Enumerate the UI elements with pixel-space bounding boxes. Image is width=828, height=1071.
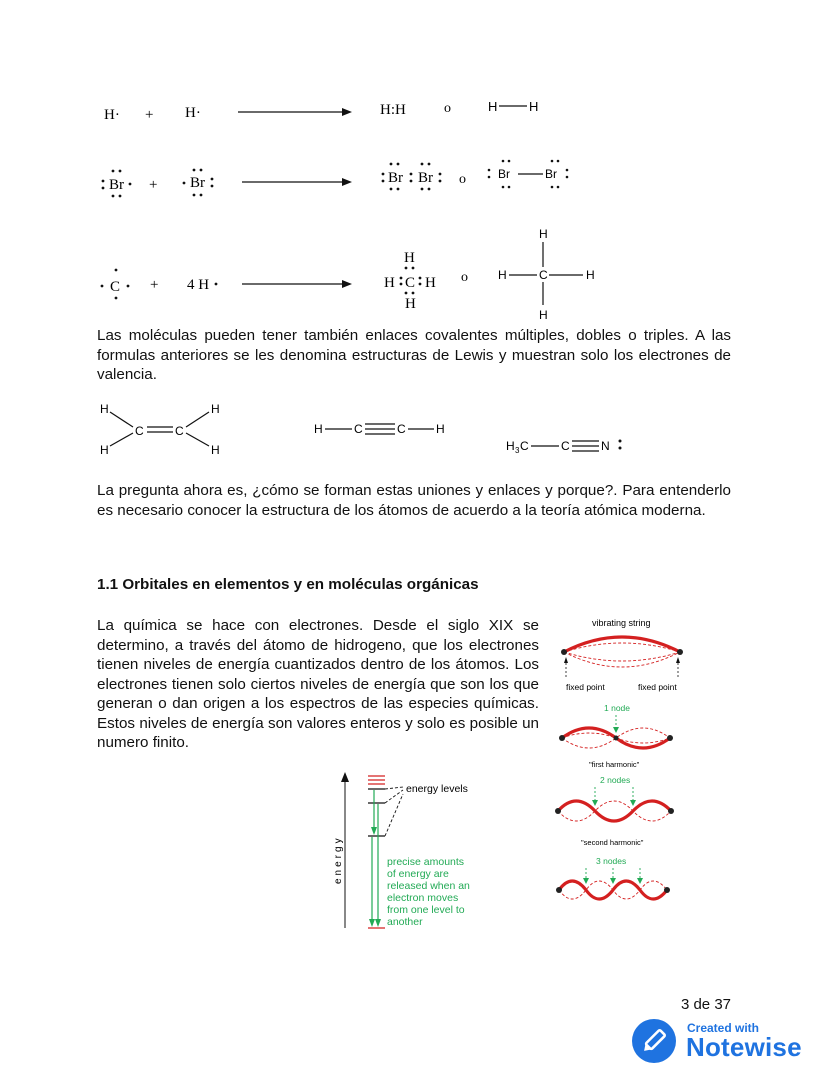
svg-text:H: H (404, 250, 415, 266)
svg-text:another: another (387, 916, 423, 928)
fixed-point-left: fixed point (566, 682, 605, 692)
energy-axis-label: energy (333, 835, 344, 884)
h2-right-h: H (529, 99, 539, 114)
svg-text:Br: Br (109, 177, 124, 193)
h-atom-2: H· (185, 105, 201, 121)
svg-text:H: H (211, 443, 220, 457)
plus-sign: + (150, 277, 159, 293)
energy-levels-figure (325, 768, 485, 933)
svg-text:C: C (561, 439, 570, 453)
carbon-atom (101, 269, 130, 300)
acetylene-structure (314, 422, 445, 436)
ethylene-structure (100, 402, 220, 457)
h2-lewis: H:H (380, 102, 406, 118)
created-with-label: Created with (687, 1021, 760, 1035)
notewise-brand: Notewise (686, 1032, 802, 1062)
svg-text:Br: Br (498, 167, 510, 181)
four-h: 4 H (187, 277, 210, 293)
svg-text:H: H (539, 308, 548, 322)
svg-text:precise amounts: precise amounts (387, 856, 465, 868)
svg-text:H: H (425, 275, 436, 291)
section-title: 1.1 Orbitales en elementos y en moléculas orgánicas (97, 576, 479, 593)
br-atom-2 (183, 169, 214, 197)
svg-text:H: H (405, 296, 416, 312)
notewise-logo (632, 1019, 676, 1063)
br2-structural (488, 160, 569, 189)
svg-text:C: C (110, 279, 121, 295)
or-word: o (461, 270, 468, 285)
svg-text:H: H (211, 402, 220, 416)
svg-text:H: H (436, 422, 445, 436)
acetonitrile-structure (506, 439, 622, 455)
svg-text:of energy are: of energy are (387, 868, 449, 880)
h-atom-1: H· (104, 107, 120, 123)
svg-text:C: C (175, 424, 184, 438)
energy-caption (387, 856, 470, 928)
svg-text:C: C (405, 275, 416, 291)
svg-text:H: H (539, 227, 548, 241)
paragraph-question: La pregunta ahora es, ¿cómo se forman estas uniones y enlaces y porque?. Para entenderlo es necesario conocer la estructura de los átomos de acuerdo a la teoría atómica moderna. (97, 482, 731, 519)
svg-text:H: H (498, 268, 507, 282)
paragraph-electrons: La química se hace con electrones. Desde el siglo XIX se determino, a través del átomo de hidrogeno, que los electrones tienen niveles de energía cuantizados dentro de los átomos. Los electrones tienen solo ciertos niveles de energía que son los que generan o dan origen a los espectros de las especies químicas. Estos niveles de energía son valores enteros y solo es posible un numero finito. (97, 617, 539, 751)
svg-text:3: 3 (515, 446, 520, 455)
svg-text:H: H (100, 443, 109, 457)
or-word: o (459, 172, 466, 187)
svg-text:electron moves: electron moves (387, 892, 459, 904)
three-nodes-label: 3 nodes (596, 856, 627, 866)
svg-text:H: H (314, 422, 323, 436)
svg-text:H: H (506, 439, 515, 453)
vibrating-string-figure (552, 614, 692, 914)
page-number: 3 de 37 (680, 996, 731, 1013)
or-word: o (444, 101, 451, 116)
multiple-bond-structures (0, 395, 828, 465)
svg-text:H: H (384, 275, 395, 291)
two-nodes-label: 2 nodes (600, 775, 631, 785)
svg-text:Br: Br (545, 167, 557, 181)
svg-text:from one level to: from one level to (387, 904, 465, 916)
svg-text:C: C (397, 422, 406, 436)
first-harmonic-label: "first harmonic" (589, 760, 640, 769)
svg-text:N: N (601, 439, 610, 453)
vibrating-string-title: vibrating string (592, 618, 651, 628)
second-harmonic-label: "second harmonic" (581, 838, 644, 847)
svg-text:Br: Br (418, 170, 433, 186)
svg-text:H: H (586, 268, 595, 282)
ch4-lewis (384, 250, 436, 312)
br-atom-1 (102, 170, 132, 198)
svg-text:C: C (135, 424, 144, 438)
ch4-structural (498, 227, 595, 322)
energy-levels-label: energy levels (406, 783, 468, 795)
lewis-reactions-figure (0, 0, 828, 330)
svg-text:Br: Br (388, 170, 403, 186)
svg-text:H: H (100, 402, 109, 416)
fixed-point-right: fixed point (638, 682, 677, 692)
one-node-label: 1 node (604, 703, 630, 713)
svg-text:C: C (354, 422, 363, 436)
svg-text:released when an: released when an (387, 880, 470, 892)
paragraph-multiple-bonds: Las moléculas pueden tener también enlaces covalentes múltiples, dobles o triples. A las formulas anteriores se les denomina estructuras de Lewis y muestran solo los electrones de valencia. (97, 327, 731, 383)
pencil-icon (632, 1019, 676, 1063)
br2-lewis (382, 163, 442, 191)
svg-text:Br: Br (190, 175, 205, 191)
h2-left-h: H (488, 99, 498, 114)
svg-text:C: C (520, 439, 529, 453)
svg-text:C: C (539, 268, 548, 282)
plus-sign: + (149, 177, 158, 193)
plus-sign: + (145, 107, 154, 123)
